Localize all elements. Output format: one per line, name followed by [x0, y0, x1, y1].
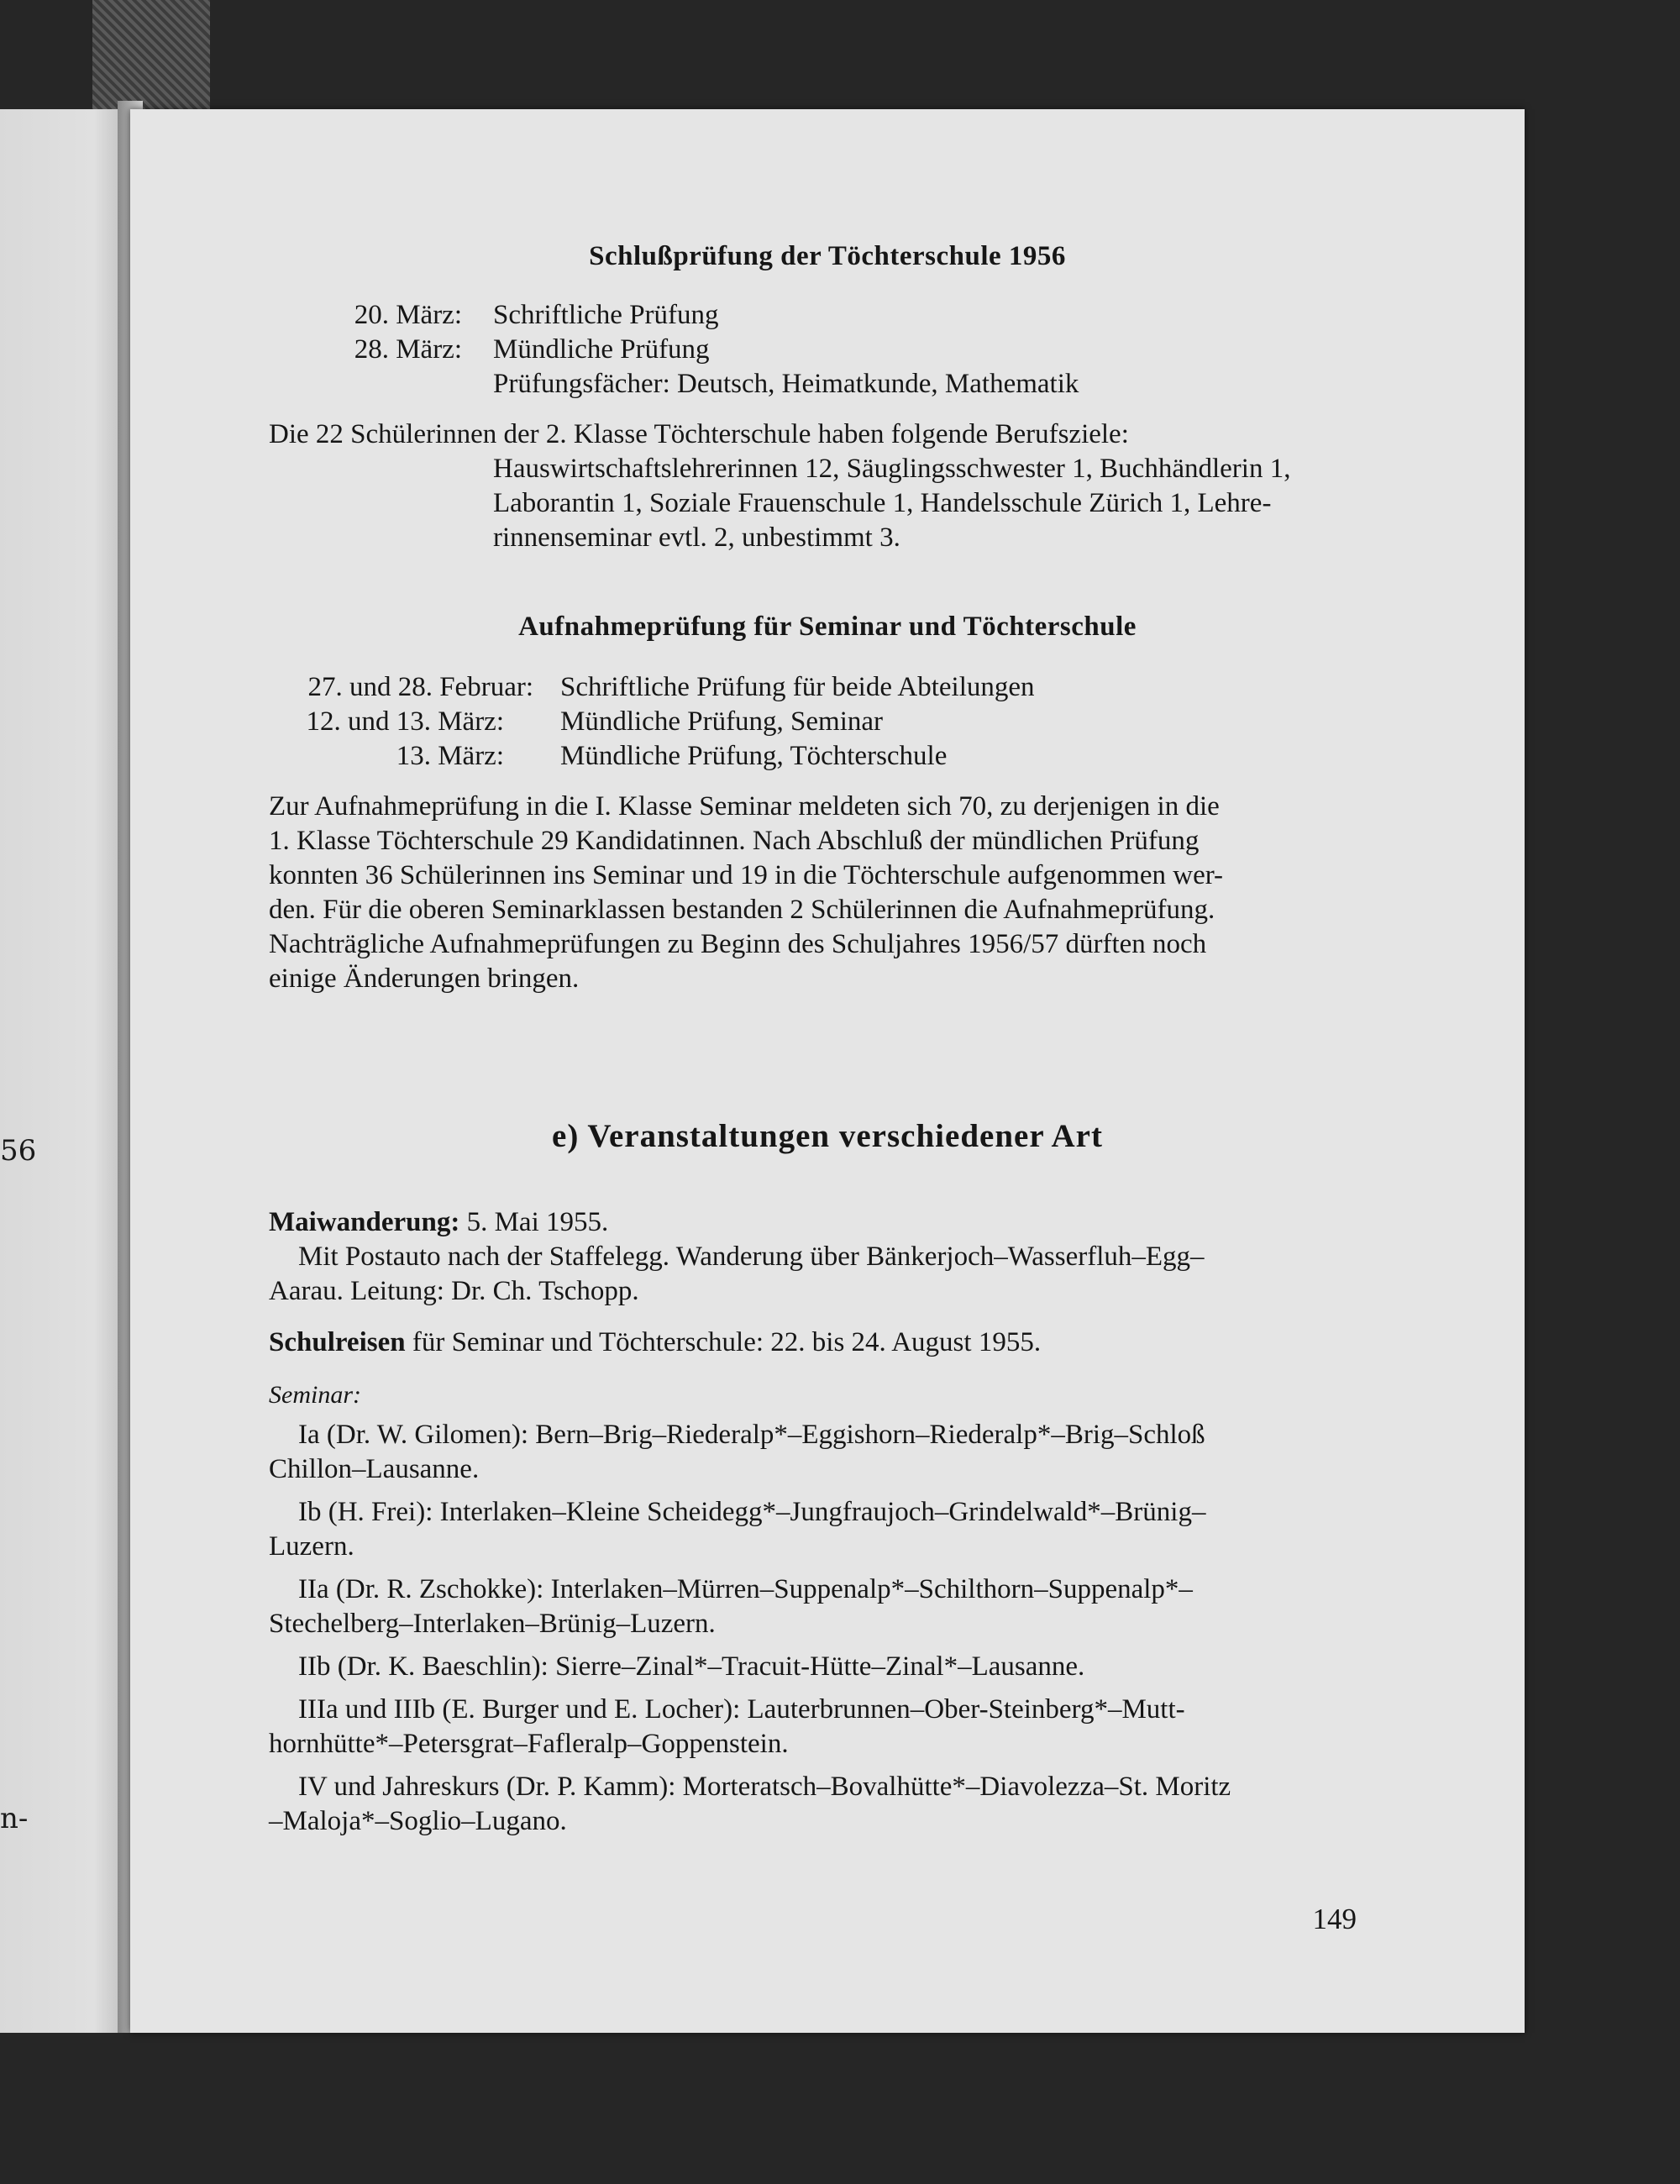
admission-paragraph-line: Zur Aufnahmeprüfung in die I. Klasse Seminar meldeten sich 70, zu derjenigen in die [269, 791, 1220, 822]
admission-date: 12. und 13. März: [306, 706, 504, 737]
trip-line: hornhütte*–Petersgrat–Fafleralp–Goppenstein. [269, 1729, 789, 1759]
trip-line: –Maloja*–Soglio–Lugano. [269, 1806, 567, 1836]
trip-line: Ia (Dr. W. Gilomen): Bern–Brig–Riederalp*–Eggishorn–Riederalp*–Brig–Schloß [298, 1420, 1205, 1450]
section-heading: Aufnahmeprüfung für Seminar und Töchterschule [518, 612, 1137, 642]
page-number: 149 [1312, 1903, 1357, 1935]
admission-text: Schriftliche Prüfung für beide Abteilungen [560, 672, 1035, 702]
section-title: e) Veranstaltungen verschiedener Art [552, 1118, 1103, 1154]
career-line: rinnenseminar evtl. 2, unbestimmt 3. [493, 522, 900, 553]
seminar-label: Seminar: [269, 1381, 361, 1409]
admission-paragraph-line: den. Für die oberen Seminarklassen bestanden 2 Schülerinnen die Aufnahmeprüfung. [269, 895, 1215, 925]
trip-line: IIa (Dr. R. Zschokke): Interlaken–Mürren–Suppenalp*–Schilthorn–Suppenalp*– [298, 1574, 1193, 1604]
trip-line: Ib (H. Frei): Interlaken–Kleine Scheidegg*–Jungfraujoch–Grindelwald*–Brünig– [298, 1497, 1206, 1527]
maiwanderung-date: 5. Mai 1955. [459, 1207, 609, 1237]
left-page-fragment: 56 [0, 1134, 37, 1168]
maiwanderung-text: Aarau. Leitung: Dr. Ch. Tschopp. [269, 1276, 639, 1306]
exam-text: Schriftliche Prüfung [493, 300, 719, 330]
book-page [130, 109, 1525, 2033]
schulreisen-label: Schulreisen [269, 1327, 406, 1357]
admission-date: 27. und 28. Februar: [307, 672, 533, 702]
schulreisen-line [269, 1326, 1041, 1360]
trip-line: IV und Jahreskurs (Dr. P. Kamm): Morteratsch–Bovalhütte*–Diavolezza–St. Moritz [298, 1772, 1231, 1802]
exam-date: 20. März: [354, 300, 462, 330]
trip-line: IIIa und IIIb (E. Burger und E. Locher): Lauterbrunnen–Ober-Steinberg*–Mutt- [298, 1694, 1185, 1725]
maiwanderung-text: Mit Postauto nach der Staffelegg. Wanderung über Bänkerjoch–Wasserfluh–Egg– [298, 1242, 1205, 1272]
schulreisen-text: für Seminar und Töchterschule: 22. bis 24. August 1955. [405, 1327, 1042, 1357]
career-line: Laborantin 1, Soziale Frauenschule 1, Handelsschule Zürich 1, Lehre- [493, 488, 1272, 518]
admission-paragraph-line: Nachträgliche Aufnahmeprüfungen zu Beginn des Schuljahres 1956/57 dürften noch [269, 929, 1207, 959]
exam-text: Mündliche Prüfung [493, 334, 710, 365]
trip-line: Chillon–Lausanne. [269, 1454, 480, 1484]
admission-paragraph-line: 1. Klasse Töchterschule 29 Kandidatinnen. Nach Abschluß der mündlichen Prüfung [269, 826, 1200, 856]
left-page-fragment: n- [0, 1802, 29, 1835]
trip-line: IIb (Dr. K. Baeschlin): Sierre–Zinal*–Tracuit-Hütte–Zinal*–Lausanne. [298, 1651, 1085, 1682]
left-page-edge [0, 109, 134, 2033]
maiwanderung-label: Maiwanderung: [269, 1207, 460, 1237]
career-intro: Die 22 Schülerinnen der 2. Klasse Töchterschule haben folgende Berufsziele: [269, 419, 1129, 449]
trip-line: Luzern. [269, 1531, 354, 1562]
career-line: Hauswirtschaftslehrerinnen 12, Säuglingsschwester 1, Buchhändlerin 1, [493, 454, 1291, 484]
exam-subjects: Prüfungsfächer: Deutsch, Heimatkunde, Mathematik [493, 369, 1079, 399]
admission-paragraph-line: konnten 36 Schülerinnen ins Seminar und 19 in die Töchterschule aufgenommen wer- [269, 860, 1224, 890]
admission-text: Mündliche Prüfung, Seminar [560, 706, 884, 737]
maiwanderung-line [269, 1205, 608, 1240]
exam-date: 28. März: [354, 334, 462, 365]
admission-paragraph-line: einige Änderungen bringen. [269, 963, 580, 994]
book-cover-cloth [92, 0, 210, 118]
trip-line: Stechelberg–Interlaken–Brünig–Luzern. [269, 1609, 716, 1639]
admission-text: Mündliche Prüfung, Töchterschule [560, 741, 948, 771]
admission-date: 13. März: [396, 741, 504, 771]
section-heading: Schlußprüfung der Töchterschule 1956 [589, 241, 1066, 271]
